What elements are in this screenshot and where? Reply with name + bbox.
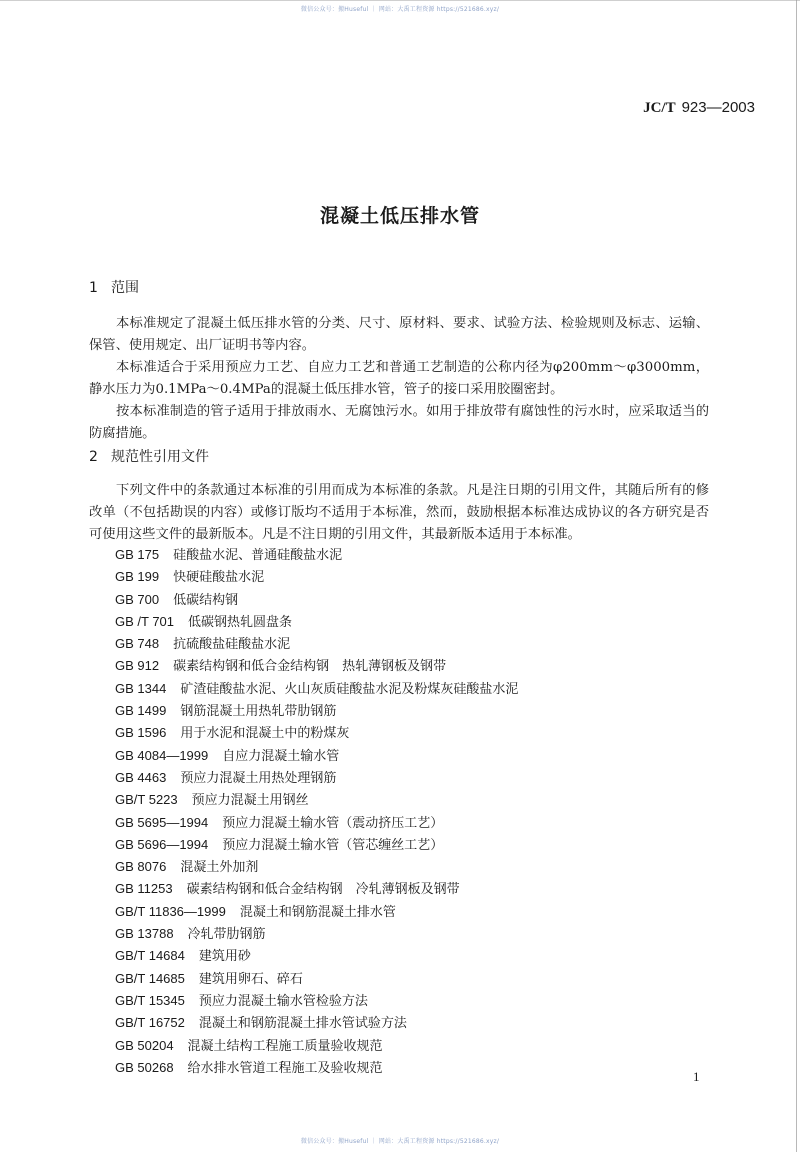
reference-item	[115, 1057, 518, 1079]
reference-title: 自应力混凝土输水管	[222, 748, 340, 764]
section-title: 范围	[111, 280, 139, 296]
reference-item	[115, 878, 518, 900]
normative-references-list	[115, 544, 518, 1079]
reference-code: GB/T 5223	[115, 792, 178, 808]
reference-code: GB 700	[115, 591, 160, 607]
reference-code: GB 1499	[115, 703, 167, 719]
reference-item	[115, 923, 518, 945]
reference-title: 预应力混凝土输水管（震动挤压工艺）	[222, 815, 444, 831]
reference-item	[115, 1012, 518, 1034]
section-1-heading	[89, 277, 139, 297]
reference-item	[115, 566, 518, 588]
reference-title: 混凝土和钢筋混凝土排水管试验方法	[198, 1016, 407, 1032]
reference-title: 混凝土结构工程施工质量验收规范	[187, 1038, 383, 1054]
reference-item	[115, 945, 518, 967]
reference-code: GB/T 14685	[115, 970, 185, 986]
reference-code: GB/T 15345	[115, 992, 185, 1008]
reference-item	[115, 745, 518, 767]
section-title: 规范性引用文件	[111, 449, 209, 465]
reference-code: GB 199	[115, 569, 160, 585]
section-2-paragraph: 下列文件中的条款通过本标准的引用而成为本标准的条款。凡是注日期的引用文件，其随后所有的修改单（不包括勘误的内容）或修订版均不适用于本标准，然而，鼓励根据本标准达成协议的各方研究是否可使用这些文件的最新版本。凡是不注日期的引用文件，其最新版本适用于本标准。	[89, 483, 709, 542]
reference-item	[115, 767, 518, 789]
reference-title: 碳素结构钢和低合金结构钢 冷轧薄钢板及钢带	[186, 882, 460, 898]
reference-title: 矿渣硅酸盐水泥、火山灰质硅酸盐水泥及粉煤灰硅酸盐水泥	[180, 681, 519, 697]
reference-title: 低碳钢热轧圆盘条	[188, 614, 293, 630]
reference-code: GB 13788	[115, 926, 174, 942]
reference-title: 硅酸盐水泥、普通硅酸盐水泥	[173, 548, 343, 563]
reference-title: 建筑用卵石、碎石	[198, 971, 303, 987]
standard-code: 923—2003	[681, 99, 755, 116]
reference-code: GB 11253	[115, 881, 173, 897]
scan-edge-line	[796, 0, 797, 1152]
page-number: 1	[693, 1069, 700, 1084]
reference-code: GB/T 16752	[115, 1015, 185, 1031]
reference-item	[115, 611, 518, 633]
section-number: 2	[89, 449, 98, 465]
reference-title: 混凝土外加剂	[180, 860, 259, 876]
standard-prefix: JC/T	[643, 100, 676, 116]
reference-title: 抗硫酸盐硅酸盐水泥	[173, 637, 291, 653]
reference-code: GB/T 14684	[115, 948, 185, 964]
document-title: 混凝土低压排水管	[319, 205, 480, 227]
reference-title: 预应力混凝土用钢丝	[191, 793, 309, 809]
reference-code: GB /T 701	[115, 613, 175, 629]
reference-code: GB 50204	[115, 1037, 174, 1053]
reference-code: GB 748	[115, 636, 160, 652]
section-1-paragraph: 按本标准制造的管子适用于排放雨水、无腐蚀污水。如用于排放带有腐蚀性的污水时，应采取适当的防腐措施。	[89, 404, 709, 441]
reference-code: GB 50268	[115, 1059, 174, 1075]
section-number: 1	[89, 280, 98, 296]
reference-code: GB 8076	[115, 859, 167, 875]
reference-item	[115, 812, 518, 834]
reference-title: 用于水泥和混凝土中的粉煤灰	[180, 726, 350, 742]
reference-item	[115, 1035, 518, 1057]
section-1-paragraph: 本标准规定了混凝土低压排水管的分类、尺寸、原材料、要求、试验方法、检验规则及标志、运输、保管、使用规定、出厂证明书等内容。	[89, 316, 709, 353]
reference-title: 快硬硅酸盐水泥	[173, 570, 265, 586]
reference-code: GB 4084—1999	[115, 747, 209, 763]
watermark-top: 微信公众号：搬Huseful ｜ 网站：大禹工程资源 https://521686.xyz/	[300, 6, 500, 13]
reference-item	[115, 990, 518, 1012]
reference-title: 混凝土和钢筋混凝土排水管	[239, 904, 396, 920]
reference-title: 低碳结构钢	[173, 592, 239, 608]
top-border-line	[0, 0, 800, 1]
section-1-paragraph: 本标准适合于采用预应力工艺、自应力工艺和普通工艺制造的公称内径为φ200mm～φ3000mm，静水压力为0.1MPa～0.4MPa的混凝土低压排水管，管子的接口采用胶圈密封。	[89, 360, 709, 397]
reference-code: GB 5696—1994	[115, 836, 209, 852]
section-2-heading	[89, 446, 209, 466]
reference-item	[115, 655, 518, 677]
reference-code: GB 175	[115, 547, 160, 562]
reference-title: 钢筋混凝土用热轧带肋钢筋	[180, 704, 337, 720]
reference-title: 碳素结构钢和低合金结构钢 热轧薄钢板及钢带	[173, 659, 447, 675]
reference-title: 预应力混凝土输水管（管芯缠丝工艺）	[222, 837, 444, 853]
reference-item	[115, 901, 518, 923]
reference-item	[115, 544, 518, 566]
reference-code: GB 5695—1994	[115, 814, 209, 830]
reference-code: GB 4463	[115, 769, 167, 785]
reference-item	[115, 856, 518, 878]
reference-code: GB 1596	[115, 725, 167, 741]
reference-item	[115, 834, 518, 856]
reference-item	[115, 722, 518, 744]
reference-title: 给水排水管道工程施工及验收规范	[187, 1060, 383, 1076]
reference-item	[115, 789, 518, 811]
reference-title: 建筑用砂	[198, 949, 251, 965]
reference-code: GB/T 11836—1999	[115, 903, 226, 919]
reference-item	[115, 700, 518, 722]
reference-item	[115, 589, 518, 611]
reference-item	[115, 968, 518, 990]
watermark-bottom: 微信公众号：搬Huseful ｜ 网站：大禹工程资源 https://521686.xyz/	[300, 1138, 500, 1145]
standard-number	[643, 99, 755, 117]
reference-title: 预应力混凝土用热处理钢筋	[180, 770, 337, 786]
reference-title: 冷轧带肋钢筋	[187, 927, 266, 943]
reference-title: 预应力混凝土输水管检验方法	[198, 993, 368, 1009]
reference-item	[115, 678, 518, 700]
reference-code: GB 912	[115, 658, 160, 674]
reference-code: GB 1344	[115, 680, 167, 696]
reference-item	[115, 633, 518, 655]
